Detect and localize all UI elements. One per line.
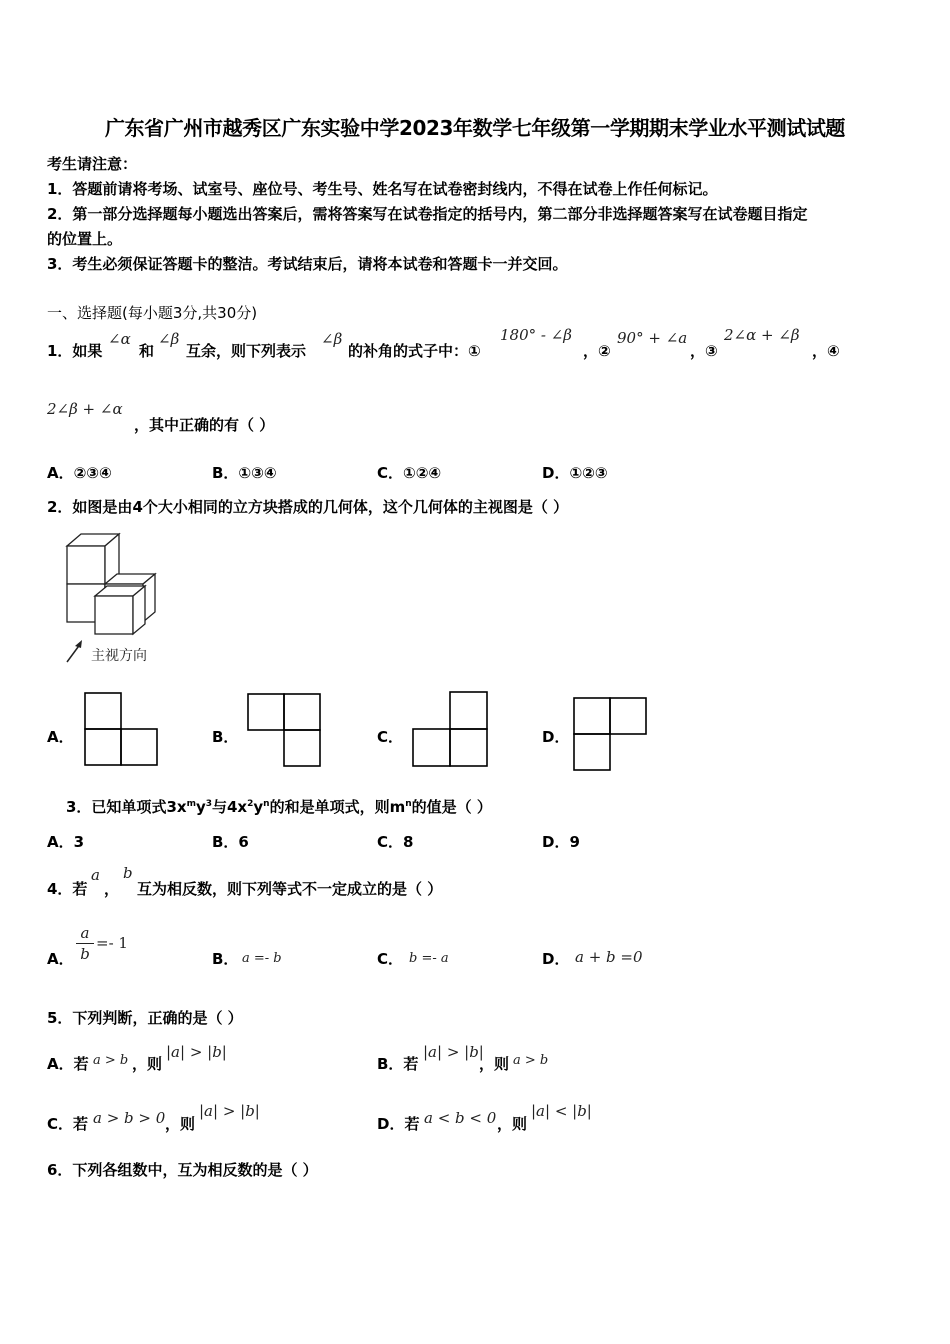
q2-stem: 2．如图是由4个大小相同的立方块搭成的几何体，这个几何体的主视图是（ ） [47, 498, 569, 516]
notice-item-2-cont: 的位置上。 [47, 230, 123, 248]
q5-option-c-then: ，则 [165, 1115, 196, 1133]
q2-option-c-figure[interactable] [410, 690, 492, 770]
q2-option-a-label[interactable]: A． [47, 728, 74, 746]
q4-text-3: 互为相反数，则下列等式不一定成立的是（ ） [137, 880, 443, 898]
q1-text-6: ，③ [690, 342, 718, 360]
q1-math-beta: ∠β [158, 330, 180, 348]
q3-stem [66, 796, 492, 817]
q1-option-b[interactable]: B．①③④ [212, 464, 277, 482]
q5-option-a-label[interactable]: A．若 [47, 1055, 89, 1073]
page-title: 广东省广州市越秀区广东实验中学2023年数学七年级第一学期期末学业水平测试试题 [104, 116, 846, 140]
q5-option-d-result: |a| < |b| [531, 1102, 592, 1120]
q4-option-a-numerator: a [80, 924, 90, 942]
q5-option-d-label[interactable]: D．若 [377, 1115, 420, 1133]
q3-stem-part-d: y [253, 798, 264, 816]
q3-option-a[interactable]: A．3 [47, 833, 85, 851]
q1-option-d[interactable]: D．①②③ [542, 464, 608, 482]
q5-option-c-result: |a| > |b| [199, 1102, 260, 1120]
q3-sup-m: m [186, 799, 196, 809]
q3-option-b[interactable]: B．6 [212, 833, 249, 851]
fraction-bar [76, 943, 94, 944]
q5-option-b-condition: |a| > |b| [423, 1043, 484, 1061]
notice-item-3: 3．考生必须保证答题卡的整洁。考试结束后，请将本试卷和答题卡一并交回。 [47, 255, 568, 273]
q1-expr-2: 90° + ∠a [617, 329, 688, 347]
q1-text-5: ，② [583, 342, 611, 360]
q4-text-1: 4．若 [47, 880, 88, 898]
q1-text-1: 1．如果 [47, 342, 103, 360]
q4-option-d-label[interactable]: D． [542, 950, 570, 968]
q3-option-d[interactable]: D．9 [542, 833, 580, 851]
q4-option-b-math[interactable]: a =- b [242, 951, 282, 966]
section-heading: 一、选择题(每小题3分,共30分) [47, 304, 258, 322]
q4-option-b-label[interactable]: B． [212, 950, 239, 968]
q5-option-c-condition: a > b > 0 [93, 1109, 166, 1127]
q5-option-b-label[interactable]: B．若 [377, 1055, 419, 1073]
q5-option-b-then: ，则 [479, 1055, 510, 1073]
q3-stem-part-c: 与4x [212, 798, 248, 816]
q3-stem-part-a: 3．已知单项式3x [66, 798, 187, 816]
q1-text-3: 互余，则下列表示 [186, 342, 307, 360]
q5-option-d-condition: a < b < 0 [424, 1109, 497, 1127]
q1-option-c[interactable]: C．①②④ [377, 464, 442, 482]
q4-option-d-math[interactable]: a + b =0 [575, 948, 643, 966]
q4-option-a-label[interactable]: A． [47, 950, 74, 968]
q5-stem: 5．下列判断，正确的是（ ） [47, 1009, 243, 1027]
q5-option-a-result: |a| > |b| [166, 1043, 227, 1061]
q1-math-beta-2: ∠β [321, 330, 343, 348]
q5-option-a-condition: a > b [93, 1053, 129, 1068]
q3-option-c[interactable]: C．8 [377, 833, 414, 851]
q1-expr-3: 2∠α + ∠β [724, 326, 800, 344]
q5-option-a-then: ，则 [132, 1055, 163, 1073]
q4-math-a: a [91, 866, 100, 884]
q1-text-2: 和 [139, 342, 155, 360]
q1-text-7: ，④ [812, 342, 840, 360]
q1-expr-1: 180° - ∠β [500, 326, 572, 344]
q2-option-c-label[interactable]: C． [377, 728, 404, 746]
q1-math-alpha: ∠α [108, 330, 131, 348]
q3-stem-part-f: 的值是（ ） [411, 798, 492, 816]
q2-option-b-label[interactable]: B． [212, 728, 239, 746]
notice-heading: 考生请注意： [47, 155, 138, 173]
q3-stem-part-e: 的和是单项式，则m [269, 798, 406, 816]
q2-view-direction-label: 主视方向 [91, 648, 147, 664]
q4-text-2: ， [104, 880, 120, 898]
q3-sup-n-2: n [405, 799, 412, 809]
q2-option-a-figure[interactable] [80, 688, 160, 770]
q1-expr-4: 2∠β + ∠α [47, 400, 123, 418]
q4-option-a-denominator: b [80, 945, 90, 963]
q3-sup-2: 2 [247, 799, 254, 809]
q6-stem: 6．下列各组数中，互为相反数的是（ ） [47, 1161, 318, 1179]
q1-option-a[interactable]: A．②③④ [47, 464, 112, 482]
q1-text-4: 的补角的式子中：① [348, 342, 481, 360]
q4-option-a-fraction[interactable] [76, 924, 94, 963]
q5-option-b-result: a > b [513, 1053, 549, 1068]
q3-sup-n: n [263, 799, 270, 809]
q5-option-d-then: ，则 [497, 1115, 528, 1133]
q1-text-8: ，其中正确的有（ ） [134, 416, 275, 434]
notice-item-1: 1．答题前请将考场、试室号、座位号、考生号、姓名写在试卷密封线内，不得在试卷上作任何标记。 [47, 180, 718, 198]
notice-item-2: 2．第一部分选择题每小题选出答案后，需将答案写在试卷指定的括号内，第二部分非选择题答案写在试卷题目指定 [47, 205, 808, 223]
q4-math-b: b [123, 864, 133, 882]
q3-stem-part-b: y [195, 798, 206, 816]
q4-option-c-label[interactable]: C． [377, 950, 404, 968]
q5-option-c-label[interactable]: C．若 [47, 1115, 89, 1133]
q2-option-b-figure[interactable] [244, 692, 324, 772]
q2-option-d-label[interactable]: D． [542, 728, 570, 746]
q2-option-d-figure[interactable] [570, 694, 652, 774]
q4-option-a-rest: =- 1 [96, 934, 128, 952]
q4-option-c-math[interactable]: b =- a [409, 951, 449, 966]
q3-sup-3: 3 [205, 799, 212, 809]
